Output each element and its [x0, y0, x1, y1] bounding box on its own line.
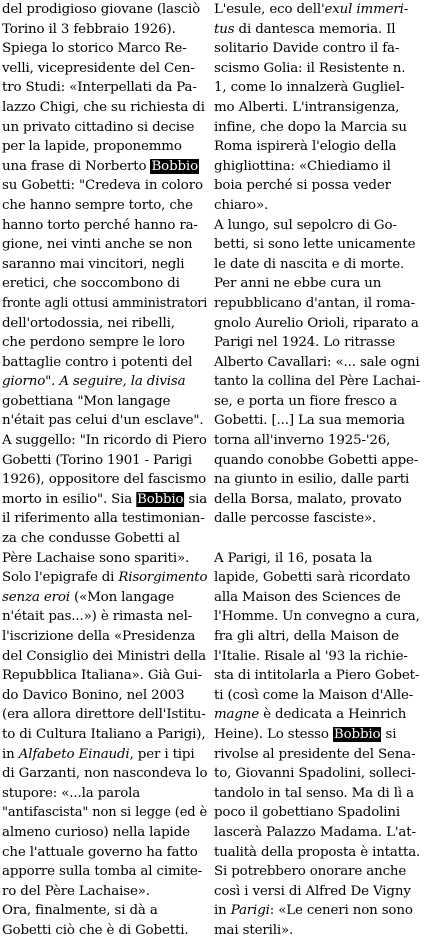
text-line: [214, 137, 420, 157]
text-segment: di dantesca memoria. Il: [234, 21, 396, 37]
text-segment: A suggello: "In ricordo di Piero: [2, 433, 207, 449]
text-line: [214, 686, 420, 706]
text-line: [214, 509, 420, 529]
text-segment: per la lapide, proponemmo: [2, 139, 182, 155]
text-segment: to, Giovanni Spadolini, solleci-: [214, 766, 416, 782]
text-line: [214, 901, 420, 921]
text-line: [2, 39, 207, 59]
text-line: [214, 411, 420, 431]
text-segment: (era allora direttore dell'Istitu-: [2, 707, 206, 723]
text-segment: una frase di Norberto: [2, 158, 151, 174]
text-line: [2, 274, 207, 294]
text-line: [2, 118, 207, 138]
text-line: [214, 470, 420, 490]
text-segment: Gobetti (Torino 1901 - Parigi: [2, 452, 193, 468]
text-line: [2, 333, 207, 353]
text-segment: in: [2, 746, 19, 762]
text-line: [2, 862, 207, 882]
italic-text: Alfabeto Einaudi: [18, 746, 130, 762]
text-segment: del prodigioso giovane (lasciò: [2, 2, 201, 17]
text-line: [214, 235, 420, 255]
text-segment: che hanno sempre torto, che: [2, 197, 193, 213]
text-line: [214, 39, 420, 59]
text-line: [214, 353, 420, 373]
text-segment: na giunto in esilio, dalle parti: [214, 472, 410, 488]
text-segment: dell'ortodossia, nei ribelli,: [2, 315, 175, 331]
text-segment: A Parigi, il 16, posata la: [214, 550, 373, 566]
text-line: [214, 843, 420, 863]
text-line: [2, 20, 207, 40]
text-segment: che perdono sempre le loro: [2, 335, 185, 351]
highlighted-name: Bobbio: [333, 726, 381, 742]
text-segment: Ora, finalmente, si dà a: [2, 903, 158, 919]
text-segment: gobettiana "Mon langage: [2, 393, 171, 409]
text-segment: poco il gobettiano Spadolini: [214, 805, 401, 821]
text-segment: Gobetti. [...] La sua memoria: [214, 413, 405, 429]
text-segment: tandolo in tal senso. Ma di lì a: [214, 785, 414, 801]
text-line: [2, 921, 207, 941]
text-segment: infine, che dopo la Marcia su: [214, 119, 407, 135]
text-line: [214, 451, 420, 471]
text-segment: scismo Golia: il Resistente n.: [214, 60, 406, 76]
text-line: [2, 137, 207, 157]
text-segment: tro Studi: «Interpellati da Pa-: [2, 80, 197, 96]
text-line: [214, 784, 420, 804]
text-segment: L'esule, eco dell': [214, 2, 325, 17]
text-segment: che l'attuale governo ha fatto: [2, 844, 198, 860]
text-segment: : «Le ceneri non sono: [269, 903, 413, 919]
text-segment: gnolo Aurelio Orioli, riparato a: [214, 315, 419, 331]
text-line: [2, 372, 207, 392]
highlighted-name: Bobbio: [151, 158, 198, 174]
text-segment: apporre sulla tomba al cimite-: [2, 864, 203, 880]
text-line: [2, 725, 207, 745]
text-segment: su Gobetti: "Credeva in coloro: [2, 178, 203, 194]
text-line: [214, 255, 420, 275]
text-line: [2, 411, 207, 431]
text-line: [214, 216, 420, 236]
text-segment: Per anni ne ebbe cura un: [214, 276, 382, 292]
text-segment: battaglie contro i potenti del: [2, 354, 193, 370]
italic-text: senza eroi: [2, 589, 70, 605]
text-line: [214, 314, 420, 334]
text-segment: n'était pas celui d'un esclave".: [2, 413, 204, 429]
text-segment: si: [381, 726, 397, 742]
italic-text: Parigi: [230, 903, 270, 919]
text-segment: Père Lachaise sono spariti».: [2, 550, 190, 566]
text-line: [214, 196, 420, 216]
highlighted-name: Bobbio: [137, 491, 184, 507]
text-segment: eretici, che soccombono di: [2, 276, 180, 292]
text-line: [2, 314, 207, 334]
text-line: [2, 764, 207, 784]
text-segment: , per i tipi: [129, 746, 195, 762]
text-segment: velli, vicepresidente del Cen-: [2, 60, 195, 76]
text-segment: sta di intitolarla a Piero Gobet-: [214, 668, 420, 684]
italic-text: giorno". A seguire, la divisa: [2, 374, 186, 390]
text-line: [2, 901, 207, 921]
text-segment: l'Italie. Risale al '93 la richie-: [214, 648, 408, 664]
text-segment: tanto la collina del Père Lachai-: [214, 374, 421, 390]
text-segment: morto in esilio". Sia: [2, 491, 137, 507]
text-line: [2, 392, 207, 412]
text-line: [2, 686, 207, 706]
text-segment: Heine). Lo stesso: [214, 726, 333, 742]
text-segment: è dedicata a Heinrich: [259, 707, 407, 723]
text-line: [2, 353, 207, 373]
text-segment: Repubblica Italiana». Già Gui-: [2, 668, 203, 684]
text-segment: Gobetti ciò che è di Gobetti.: [2, 922, 189, 938]
text-segment: l'iscrizione della «Presidenza: [2, 629, 196, 644]
text-line: [214, 333, 420, 353]
text-segment: stupore: «...la parola: [2, 785, 141, 801]
text-segment: ghigliottina: «Chiediamo il: [214, 158, 391, 174]
text-segment: fronte agli ottusi amministratori: [2, 295, 208, 311]
text-segment: Parigi nel 1924. Lo ritrasse: [214, 335, 395, 351]
text-segment: chiaro».: [214, 197, 269, 213]
text-segment: («Mon langage: [69, 589, 175, 605]
text-line: [2, 803, 207, 823]
text-segment: fra gli altri, della Maison de: [214, 629, 399, 644]
text-segment: Spiega lo storico Marco Re-: [2, 41, 187, 57]
text-segment: to di Cultura Italiano a Parigi),: [2, 726, 206, 742]
text-segment: mo Alberti. L'intransigenza,: [214, 99, 400, 115]
text-segment: in: [214, 903, 231, 919]
text-segment: 1926), oppositore del fascismo: [2, 472, 207, 488]
text-line: [2, 78, 207, 98]
text-line: [214, 588, 420, 608]
text-segment: tualità della proposta è intatta.: [214, 844, 421, 860]
text-segment: quando conobbe Gobetti appe-: [214, 452, 419, 468]
text-line: [2, 647, 207, 667]
text-segment: le date di nascita e di morte.: [214, 256, 405, 272]
text-line: [2, 588, 207, 608]
text-segment: se, e porta un fiore fresco a: [214, 393, 398, 409]
text-segment: repubblicano d'antan, il roma-: [214, 295, 416, 311]
text-segment: Si potrebbero onorare anche: [214, 864, 407, 880]
text-line: [2, 0, 207, 20]
text-line: [2, 98, 207, 118]
text-segment: di Garzanti, non nascondeva lo: [2, 766, 208, 782]
text-segment: Alberto Cavallari: «... sale ogni: [214, 354, 420, 370]
text-line: [2, 490, 207, 510]
text-segment: lascerà Palazzo Madama. L'at-: [214, 824, 416, 840]
text-segment: della Borsa, malato, provato: [214, 491, 402, 507]
text-line: [2, 235, 207, 255]
text-line: [2, 196, 207, 216]
right-text-column: [214, 0, 420, 941]
text-segment: lazzo Chigi, che su richiesta di: [2, 99, 205, 115]
text-segment: Torino il 3 febbraio 1926).: [2, 21, 176, 37]
text-line: [214, 274, 420, 294]
text-line: [2, 705, 207, 725]
text-line: [214, 372, 420, 392]
text-line: [2, 255, 207, 275]
text-line: [2, 509, 207, 529]
text-line: [2, 529, 207, 549]
text-line: [214, 529, 420, 549]
text-segment: A lungo, sul sepolcro di Go-: [214, 217, 397, 233]
text-line: [2, 843, 207, 863]
text-line: [214, 294, 420, 314]
text-segment: lapide, Gobetti sarà ricordato: [214, 570, 411, 586]
text-line: [2, 470, 207, 490]
text-segment: n'était pas...») è rimasta nel-: [2, 609, 193, 625]
text-line: [214, 78, 420, 98]
text-segment: un privato cittadino si decise: [2, 119, 195, 135]
text-line: [2, 216, 207, 236]
italic-text: magne: [214, 707, 260, 723]
text-segment: alla Maison des Sciences de: [214, 589, 401, 605]
text-line: [214, 725, 420, 745]
text-segment: ti (così come la Maison d'Alle-: [214, 687, 414, 703]
text-segment: solitario Davide contro il fa-: [214, 41, 400, 57]
text-line: [214, 823, 420, 843]
text-line: [2, 157, 207, 177]
text-line: [214, 647, 420, 667]
text-segment: "antifascista" non si legge (ed è: [2, 805, 208, 821]
text-line: [2, 59, 207, 79]
text-line: [214, 392, 420, 412]
text-segment: 1, come lo innalzerà Gugliel-: [214, 80, 405, 96]
text-line: [2, 627, 207, 647]
italic-text: exul immeri-: [324, 2, 409, 17]
text-line: [214, 176, 420, 196]
text-line: [214, 803, 420, 823]
text-line: [214, 98, 420, 118]
text-line: [214, 118, 420, 138]
text-line: [214, 882, 420, 902]
text-segment: l'Homme. Un convegno a cura,: [214, 609, 420, 625]
text-segment: così i versi di Alfred De Vigny: [214, 883, 411, 899]
italic-text: tus: [214, 21, 235, 37]
text-segment: torna all'inverno 1925-'26,: [214, 433, 391, 449]
text-segment: gione, nei vinti anche se non: [2, 237, 193, 253]
text-segment: il riferimento alla testimonian-: [2, 511, 205, 527]
text-line: [2, 784, 207, 804]
text-segment: mai sterili».: [214, 922, 294, 938]
text-line: [214, 157, 420, 177]
text-line: [214, 627, 420, 647]
text-segment: sia: [184, 491, 208, 507]
text-segment: rivolse al presidente del Sena-: [214, 746, 416, 762]
text-segment: hanno torto perché hanno ra-: [2, 217, 198, 233]
text-line: [214, 607, 420, 627]
left-text-column: [2, 0, 207, 941]
text-segment: betti, si sono lette unicamente: [214, 237, 416, 253]
text-line: [2, 823, 207, 843]
text-segment: Solo l'epigrafe di: [2, 570, 119, 586]
text-line: [2, 176, 207, 196]
text-segment: almeno curioso) nella lapide: [2, 824, 190, 840]
text-line: [2, 549, 207, 569]
text-line: [2, 607, 207, 627]
text-line: [2, 568, 207, 588]
text-segment: del Consiglio dei Ministri della: [2, 648, 206, 664]
text-line: [214, 549, 420, 569]
text-line: [214, 490, 420, 510]
text-segment: do Davico Bonino, nel 2003: [2, 687, 185, 703]
text-line: [214, 705, 420, 725]
text-line: [214, 0, 420, 20]
text-line: [214, 764, 420, 784]
text-line: [214, 431, 420, 451]
text-line: [214, 745, 420, 765]
text-segment: ro del Père Lachaise».: [2, 883, 150, 899]
text-line: [214, 921, 420, 941]
text-line: [2, 745, 207, 765]
text-line: [2, 294, 207, 314]
text-line: [214, 862, 420, 882]
text-segment: Roma ispirerà l'elogio della: [214, 139, 397, 155]
text-line: [2, 451, 207, 471]
text-segment: za che condusse Gobetti al: [2, 531, 180, 547]
text-line: [214, 568, 420, 588]
text-line: [214, 59, 420, 79]
text-line: [2, 882, 207, 902]
text-line: [214, 20, 420, 40]
text-segment: boia perché si possa veder: [214, 178, 391, 194]
text-line: [2, 431, 207, 451]
text-segment: dalle percosse fasciste».: [214, 511, 377, 527]
text-segment: saranno mai vincitori, negli: [2, 256, 185, 272]
italic-text: Risorgimento: [118, 570, 208, 586]
